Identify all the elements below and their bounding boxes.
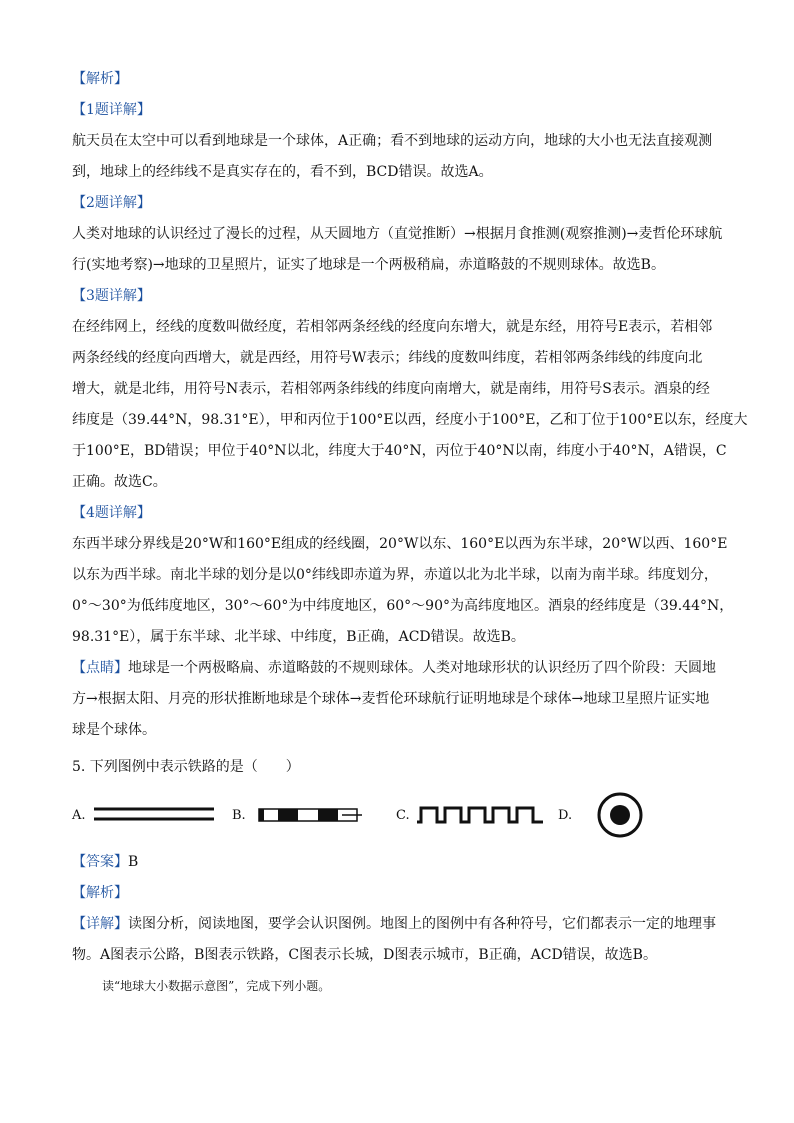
section-heading: 【1题详解】	[72, 102, 151, 118]
paragraph-text: 到，地球上的经纬线不是真实存在的，看不到，BCD错误。故选A。	[72, 164, 493, 180]
text-line	[72, 157, 722, 188]
railway-symbol	[258, 807, 362, 825]
text-line	[72, 436, 727, 467]
paragraph-text: 物。A图表示公路，B图表示铁路，C图表示长城，D图表示城市，B正确，ACD错误，故选B。	[72, 947, 657, 963]
great-wall-symbol	[417, 805, 545, 827]
paragraph-text: 东西半球分界线是20°W和160°E组成的经线圈，20°W以东、160°E以西为东半球，20°W以西、160°E	[72, 536, 728, 552]
text-line	[72, 878, 722, 909]
section-heading: 【解析】	[72, 885, 128, 901]
paragraph-text: 读图分析，阅读地图，要学会认识图例。地图上的图例中有各种符号，它们都表示一定的地理事	[128, 916, 716, 932]
paragraph-text: 航天员在太空中可以看到地球是一个球体，A正确；看不到地球的运动方向，地球的大小也无法直接观测	[72, 133, 713, 149]
answer-page	[72, 64, 748, 1002]
paragraph-text: 纬度是（39.44°N，98.31°E），甲和丙位于100°E以西，经度小于100°E，乙和丁位于100°E以东，经度大	[72, 412, 748, 428]
paragraph-text: 两条经线的经度向西增大，就是西经，用符号W表示；纬线的度数叫纬度，若相邻两条纬线的纬度向北	[72, 350, 703, 366]
section-heading: 【3题详解】	[72, 288, 151, 304]
option-a-label: A.	[72, 808, 86, 823]
paragraph-text: 在经纬网上，经线的度数叫做经度，若相邻两条经线的经度向东增大，就是东经，用符号E表示，若相邻	[72, 319, 713, 335]
text-line	[72, 529, 728, 560]
section-heading: 【点睛】	[72, 660, 128, 676]
text-line	[72, 847, 722, 878]
text-line	[72, 95, 722, 126]
text-line	[72, 374, 722, 405]
text-line	[72, 281, 722, 312]
answer-block	[72, 847, 722, 971]
text-line	[72, 684, 722, 715]
explanation-block	[72, 64, 748, 746]
text-line	[72, 250, 722, 281]
next-question-instruction: 读“地球大小数据示意图”，完成下列小题。	[102, 979, 331, 993]
city-symbol	[595, 790, 645, 840]
paragraph-text: 行(实地考察)→地球的卫星照片，证实了地球是一个两极稍扁，赤道略鼓的不规则球体。故选B。	[72, 257, 665, 273]
option-b-label: B.	[232, 808, 246, 823]
paragraph-text: 正确。故选C。	[72, 474, 167, 490]
text-line	[72, 405, 748, 436]
text-line	[72, 219, 722, 250]
section-heading: 【详解】	[72, 916, 128, 932]
question-5: 5. 下列图例中表示铁路的是（ ）	[72, 759, 300, 775]
section-heading: 【2题详解】	[72, 195, 151, 211]
paragraph-text: 0°～30°为低纬度地区，30°～60°为中纬度地区，60°～90°为高纬度地区。酒泉的经纬度是（39.44°N，	[72, 598, 734, 614]
text-line	[72, 467, 722, 498]
question-5-options	[72, 787, 722, 847]
paragraph-text: 方→根据太阳、月亮的形状推断地球是个球体→麦哲伦环球航行证明地球是个球体→地球卫星照片证实地	[72, 691, 710, 707]
paragraph-text: B	[128, 854, 139, 870]
text-line	[72, 312, 722, 343]
section-heading: 【解析】	[72, 71, 128, 87]
text-line	[72, 715, 722, 746]
text-line	[72, 64, 722, 95]
text-line	[72, 343, 722, 374]
text-line	[72, 498, 722, 529]
text-line	[72, 560, 722, 591]
text-line	[72, 622, 722, 653]
text-line	[72, 909, 722, 940]
text-line	[72, 126, 722, 157]
paragraph-text: 人类对地球的认识经过了漫长的过程，从天圆地方（直觉推断）→根据月食推测(观察推测)→麦哲伦环球航	[72, 226, 723, 242]
text-line	[72, 188, 722, 219]
highway-symbol	[94, 805, 216, 827]
text-line	[72, 591, 734, 622]
option-d-label: D.	[558, 808, 573, 823]
text-line	[72, 940, 722, 971]
paragraph-text: 以东为西半球。南北半球的划分是以0°纬线即赤道为界，赤道以北为北半球，以南为南半球。纬度划分，	[72, 567, 718, 583]
text-line	[72, 653, 722, 684]
paragraph-text: 于100°E，BD错误；甲位于40°N以北，纬度大于40°N，丙位于40°N以南，纬度小于40°N，A错误，C	[72, 443, 727, 459]
paragraph-text: 增大，就是北纬，用符号N表示，若相邻两条纬线的纬度向南增大，就是南纬，用符号S表示。酒泉的经	[72, 381, 710, 397]
option-c-label: C.	[396, 808, 410, 823]
paragraph-text: 98.31°E），属于东半球、北半球、中纬度，B正确，ACD错误。故选B。	[72, 629, 525, 645]
paragraph-text: 地球是一个两极略扁、赤道略鼓的不规则球体。人类对地球形状的认识经历了四个阶段：天圆地	[128, 660, 716, 676]
paragraph-text: 球是个球体。	[72, 722, 156, 738]
section-heading: 【答案】	[72, 854, 128, 870]
section-heading: 【4题详解】	[72, 505, 151, 521]
